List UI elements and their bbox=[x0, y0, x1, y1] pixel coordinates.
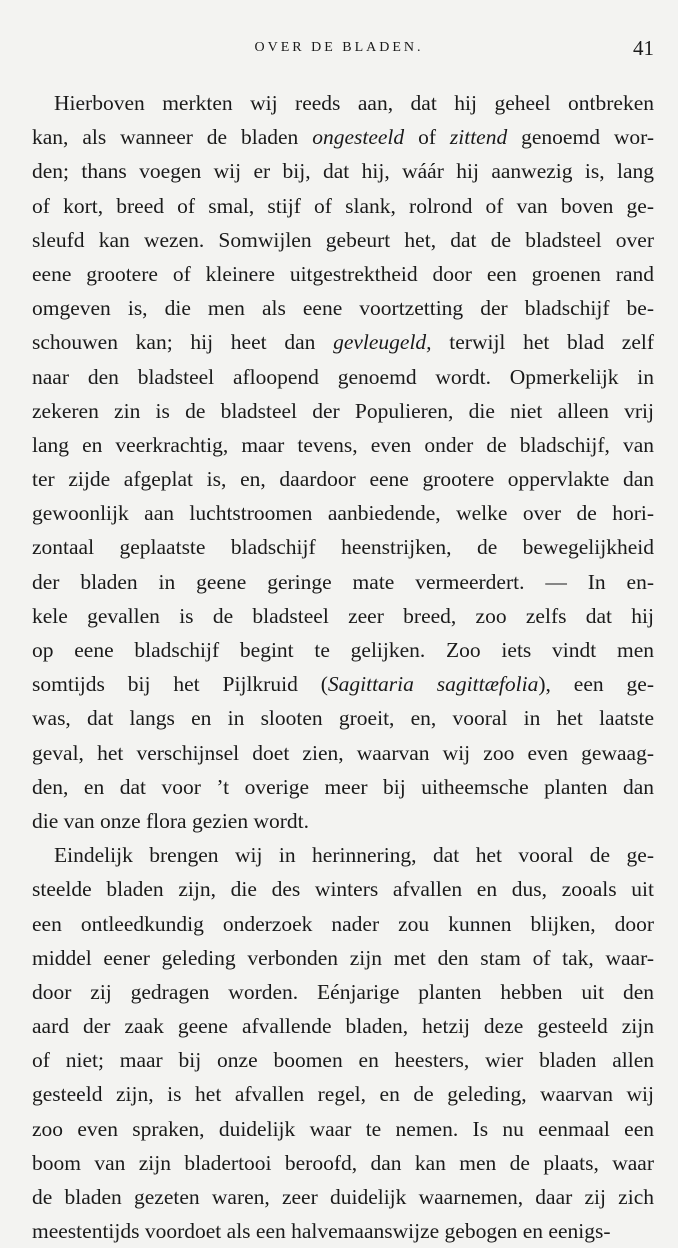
text-line: de bladen gezeten waren, zeer duidelijk waarnemen, daar zij zich bbox=[32, 1185, 654, 1209]
text-line: ter zijde afgeplat is, en, daardoor eene grootere oppervlakte dan bbox=[32, 467, 654, 492]
text-line: of kort, breed of smal, stijf of slank, rolrond of van boven ge- bbox=[32, 193, 654, 218]
text-line: middel eener geleding verbonden zijn met den stam of tak, waar- bbox=[32, 945, 654, 970]
text-line: op eene bladschijf begint te gelijken. Zoo iets vindt men bbox=[32, 638, 654, 662]
text-line: omgeven is, die men als eene voortzetting der bladschijf be- bbox=[32, 296, 654, 321]
text-line: kan, als wanneer de bladen ongesteeld of zittend genoemd wor- bbox=[32, 125, 655, 150]
text-line: Eindelijk brengen wij in herinnering, dat het vooral de ge- bbox=[54, 843, 654, 868]
text-line: zontaal geplaatste bladschijf heenstrijken, de bewegelijkheid bbox=[32, 535, 654, 560]
text-line: was, dat langs en in slooten groeit, en, vooral in het laatste bbox=[32, 706, 654, 731]
italic-term: zittend bbox=[449, 125, 508, 150]
text-line: meestentijds voordoet als een halvemaanswijze gebogen en eenigs- bbox=[32, 1219, 611, 1244]
text-line: somtijds bij het Pijlkruid (Sagittaria sagittæfolia), een ge- bbox=[32, 672, 654, 697]
text-line: kele gevallen is de bladsteel zeer breed, zoo zelfs dat hij bbox=[32, 603, 654, 628]
italic-term: Sagittaria sagittæfolia bbox=[327, 672, 539, 697]
paragraph bbox=[32, 838, 654, 1248]
text-line: steelde bladen zijn, die des winters afvallen en dus, zooals uit bbox=[32, 877, 654, 902]
body-text bbox=[32, 86, 654, 1248]
text-line: of niet; maar bij onze boomen en heesters, wier bladen allen bbox=[32, 1048, 654, 1073]
text-line: lang en veerkrachtig, maar tevens, even onder de bladschijf, van bbox=[32, 432, 654, 457]
italic-term: ongesteeld bbox=[312, 125, 405, 150]
text-line: die van onze flora gezien wordt. bbox=[32, 808, 309, 833]
text-line: boom van zijn bladertooi beroofd, dan kan men de plaats, waar bbox=[32, 1150, 654, 1175]
text-line: sleufd kan wezen. Somwijlen gebeurt het, dat de bladsteel over bbox=[32, 227, 654, 252]
paragraph bbox=[32, 86, 654, 838]
text-line: naar den bladsteel afloopend genoemd wordt. Opmerkelijk in bbox=[32, 364, 654, 389]
text-line: schouwen kan; hij heet dan gevleugeld, terwijl het blad zelf bbox=[32, 330, 654, 355]
text-line: gewoonlijk aan luchtstroomen aanbiedende, welke over de hori- bbox=[32, 501, 654, 526]
page-number: 41 bbox=[633, 36, 654, 60]
text-line: door zij gedragen worden. Eénjarige planten hebben uit den bbox=[32, 979, 654, 1004]
text-line: zekeren zin is de bladsteel der Populieren, die niet alleen vrij bbox=[32, 398, 654, 423]
text-line: aard der zaak geene afvallende bladen, hetzij deze gesteeld zijn bbox=[32, 1014, 654, 1039]
text-line: Hierboven merkten wij reeds aan, dat hij geheel ontbreken bbox=[54, 91, 654, 115]
italic-term: gevleugeld, bbox=[333, 330, 432, 355]
running-head: OVER DE BLADEN. bbox=[254, 40, 424, 55]
text-line: den; thans voegen wij er bij, dat hij, wáár hij aanwezig is, lang bbox=[32, 159, 654, 184]
text-line: een ontleedkundig onderzoek nader zou kunnen blijken, door bbox=[32, 911, 654, 936]
text-line: der bladen in geene geringe mate vermeerdert. — In en- bbox=[32, 569, 654, 594]
text-line: geval, het verschijnsel doet zien, waarvan wij zoo even gewaag- bbox=[32, 740, 654, 765]
text-line: eene grootere of kleinere uitgestrektheid door een groenen rand bbox=[32, 261, 654, 286]
text-line: zoo even spraken, duidelijk waar te nemen. Is nu eenmaal een bbox=[32, 1116, 654, 1141]
text-line: den, en dat voor ’t overige meer bij uitheemsche planten dan bbox=[32, 774, 654, 799]
text-line: gesteeld zijn, is het afvallen regel, en de geleding, waarvan wij bbox=[32, 1082, 654, 1107]
